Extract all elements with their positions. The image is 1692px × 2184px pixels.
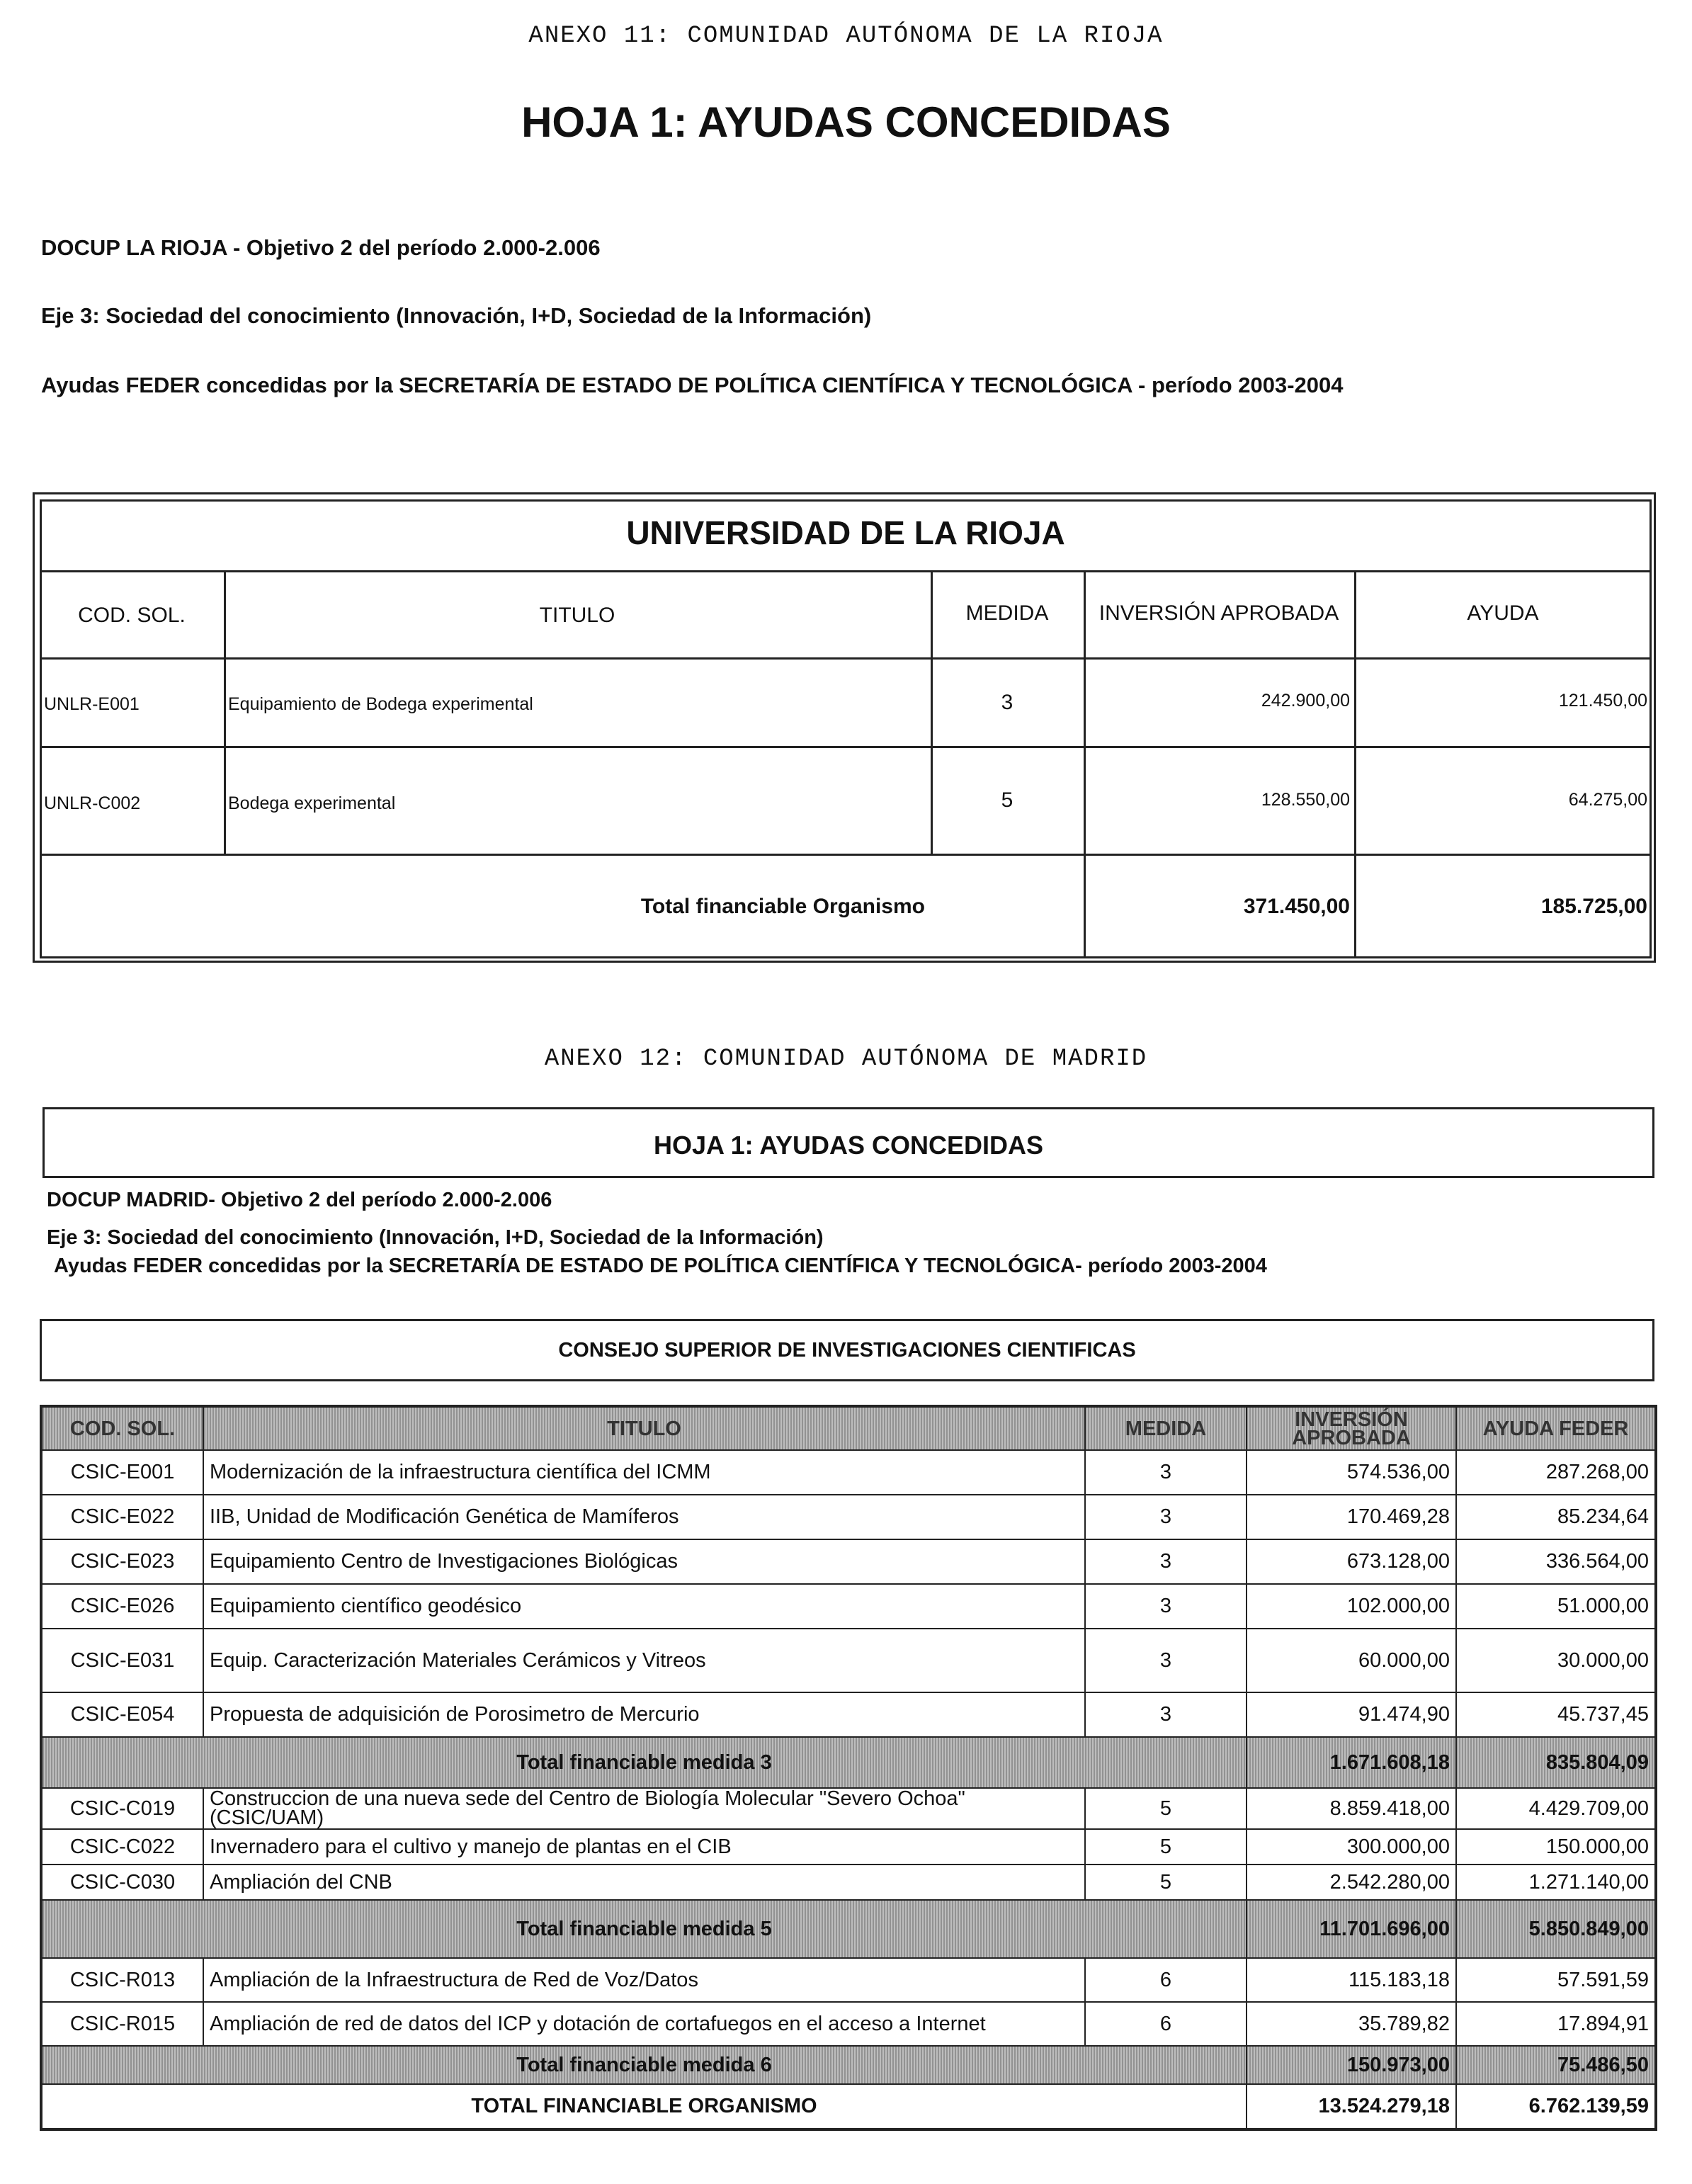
cell-inversion: 102.000,00 <box>1247 1584 1456 1629</box>
cell-medida: 3 <box>1085 1539 1247 1584</box>
cell-ayuda: 17.894,91 <box>1456 2002 1656 2046</box>
t1-row1-inversion: 242.900,00 <box>1261 691 1350 711</box>
cell-inversion: 8.859.418,00 <box>1247 1788 1456 1829</box>
subtotal-m5-inversion: 11.701.696,00 <box>1247 1900 1456 1958</box>
t1-row2-medida: 5 <box>1001 788 1014 812</box>
t1-header-titulo: TITULO <box>539 604 615 627</box>
t1-inner-border <box>40 499 1652 958</box>
cell-inversion: 673.128,00 <box>1247 1539 1456 1584</box>
annex12-sheet-title: HOJA 1: AYUDAS CONCEDIDAS <box>653 1131 1044 1160</box>
cell-titulo: Ampliación de red de datos del ICP y dotación de cortafuegos en el acceso a Internet <box>203 2002 1085 2046</box>
cell-titulo: Invernadero para el cultivo y manejo de plantas en el CIB <box>203 1829 1085 1865</box>
header-inversion: INVERSIÓN APROBADA <box>1247 1406 1456 1450</box>
cell-cod: CSIC-E026 <box>41 1584 203 1629</box>
cell-ayuda: 51.000,00 <box>1456 1584 1656 1629</box>
cell-medida: 5 <box>1085 1829 1247 1865</box>
cell-medida: 3 <box>1085 1584 1247 1629</box>
t1-row2-cod: UNLR-C002 <box>44 793 141 813</box>
subtotal-m5-label: Total financiable medida 5 <box>41 1900 1247 1958</box>
cell-inversion: 91.474,90 <box>1247 1692 1456 1737</box>
table-row <box>41 1539 1656 1584</box>
header-ayuda: AYUDA FEDER <box>1456 1406 1656 1450</box>
cell-medida: 3 <box>1085 1629 1247 1692</box>
cell-medida: 6 <box>1085 2002 1247 2046</box>
cell-titulo: Equipamiento científico geodésico <box>203 1584 1085 1629</box>
annex11-ayudas: Ayudas FEDER concedidas por la SECRETARÍA DE ESTADO DE POLÍTICA CIENTÍFICA Y TECNOLÓGICA - período 2003-2004 <box>41 373 1344 397</box>
cell-cod: CSIC-C022 <box>41 1829 203 1865</box>
cell-ayuda: 45.737,45 <box>1456 1692 1656 1737</box>
table-row <box>41 2002 1656 2046</box>
cell-titulo: Equipamiento Centro de Investigaciones Biológicas <box>203 1539 1085 1584</box>
table-row <box>41 1495 1656 1539</box>
cell-medida: 3 <box>1085 1692 1247 1737</box>
table-row <box>41 1829 1656 1865</box>
t1-header-medida: MEDIDA <box>965 601 1049 625</box>
t1-total-inversion: 371.450,00 <box>1243 895 1350 918</box>
t1-row1-ayuda: 121.450,00 <box>1558 691 1647 711</box>
t1-line <box>40 854 1652 856</box>
subtotal-m3-inversion: 1.671.608,18 <box>1247 1737 1456 1788</box>
cell-titulo: Equip. Caracterización Materiales Cerámicos y Vitreos <box>203 1629 1085 1692</box>
cell-cod: CSIC-E001 <box>41 1450 203 1495</box>
header-cod: COD. SOL. <box>41 1406 203 1450</box>
cell-medida: 3 <box>1085 1495 1247 1539</box>
organismo-title: CONSEJO SUPERIOR DE INVESTIGACIONES CIENTIFICAS <box>558 1339 1136 1362</box>
cell-ayuda: 287.268,00 <box>1456 1450 1656 1495</box>
cell-ayuda: 336.564,00 <box>1456 1539 1656 1584</box>
csic-table <box>40 1405 1657 2131</box>
t1-total-ayuda: 185.725,00 <box>1540 895 1647 918</box>
t1-header-cod: COD. SOL. <box>78 604 186 627</box>
cell-cod: CSIC-R015 <box>41 2002 203 2046</box>
annex12-ayudas: Ayudas FEDER concedidas por la SECRETARÍA DE ESTADO DE POLÍTICA CIENTÍFICA Y TECNOLÓGICA- período 2003-2004 <box>54 1255 1267 1277</box>
t1-row2-titulo: Bodega experimental <box>228 793 396 813</box>
subtotal-m6-label: Total financiable medida 6 <box>41 2046 1247 2084</box>
subtotal-row <box>41 1737 1656 1788</box>
t1-row2-ayuda: 64.275,00 <box>1568 790 1647 810</box>
subtotal-row <box>41 1900 1656 1958</box>
annex12-heading: ANEXO 12: COMUNIDAD AUTÓNOMA DE MADRID <box>544 1046 1148 1073</box>
cell-cod: CSIC-C030 <box>41 1865 203 1900</box>
table-row <box>41 1692 1656 1737</box>
cell-medida: 5 <box>1085 1865 1247 1900</box>
subtotal-m6-inversion: 150.973,00 <box>1247 2046 1456 2084</box>
subtotal-m3-ayuda: 835.804,09 <box>1456 1737 1656 1788</box>
table-row <box>41 1865 1656 1900</box>
table-header-row <box>41 1406 1656 1450</box>
t1-line <box>40 570 1652 572</box>
table-row <box>41 1584 1656 1629</box>
cell-titulo: Ampliación del CNB <box>203 1865 1085 1900</box>
grand-total-label: TOTAL FINANCIABLE ORGANISMO <box>41 2084 1247 2129</box>
annex11-sheet-title: HOJA 1: AYUDAS CONCEDIDAS <box>521 98 1171 146</box>
cell-inversion: 35.789,82 <box>1247 2002 1456 2046</box>
annex11-heading: ANEXO 11: COMUNIDAD AUTÓNOMA DE LA RIOJA <box>528 23 1164 50</box>
cell-ayuda: 57.591,59 <box>1456 1958 1656 2002</box>
cell-ayuda: 150.000,00 <box>1456 1829 1656 1865</box>
header-titulo: TITULO <box>203 1406 1085 1450</box>
cell-cod: CSIC-C019 <box>41 1788 203 1829</box>
table-row <box>41 1450 1656 1495</box>
t1-header-ayuda: AYUDA <box>1467 601 1539 625</box>
cell-medida: 3 <box>1085 1450 1247 1495</box>
cell-inversion: 115.183,18 <box>1247 1958 1456 2002</box>
cell-medida: 5 <box>1085 1788 1247 1829</box>
cell-titulo: Modernización de la infraestructura científica del ICMM <box>203 1450 1085 1495</box>
table-row <box>41 1958 1656 2002</box>
t1-row1-medida: 3 <box>1001 691 1014 714</box>
cell-ayuda: 4.429.709,00 <box>1456 1788 1656 1829</box>
annex12-eje: Eje 3: Sociedad del conocimiento (Innovación, I+D, Sociedad de la Información) <box>47 1226 824 1249</box>
cell-cod: CSIC-R013 <box>41 1958 203 2002</box>
t1-header-inversion: INVERSIÓN APROBADA <box>1098 601 1339 625</box>
header-medida: MEDIDA <box>1085 1406 1247 1450</box>
t1-total-label: Total financiable Organismo <box>640 895 925 918</box>
grand-total-inversion: 13.524.279,18 <box>1247 2084 1456 2129</box>
grand-total-row <box>41 2084 1656 2129</box>
cell-ayuda: 85.234,64 <box>1456 1495 1656 1539</box>
cell-inversion: 574.536,00 <box>1247 1450 1456 1495</box>
cell-titulo: Propuesta de adquisición de Porosimetro de Mercurio <box>203 1692 1085 1737</box>
t1-line <box>40 746 1652 748</box>
subtotal-m3-label: Total financiable medida 3 <box>41 1737 1247 1788</box>
table-row <box>41 1629 1656 1692</box>
cell-inversion: 300.000,00 <box>1247 1829 1456 1865</box>
t1-title: UNIVERSIDAD DE LA RIOJA <box>626 514 1065 551</box>
table-row <box>41 1788 1656 1829</box>
t1-row1-titulo: Equipamiento de Bodega experimental <box>228 694 533 714</box>
annex11-docup: DOCUP LA RIOJA - Objetivo 2 del período 2.000-2.006 <box>41 235 601 260</box>
cell-titulo: IIB, Unidad de Modificación Genética de Mamíferos <box>203 1495 1085 1539</box>
cell-titulo: Construccion de una nueva sede del Centro de Biología Molecular "Severo Ochoa" (CSIC/UAM) <box>203 1788 1085 1829</box>
annex11-eje: Eje 3: Sociedad del conocimiento (Innovación, I+D, Sociedad de la Información) <box>41 303 872 328</box>
t1-line <box>40 657 1652 660</box>
cell-cod: CSIC-E031 <box>41 1629 203 1692</box>
cell-medida: 6 <box>1085 1958 1247 2002</box>
cell-ayuda: 30.000,00 <box>1456 1629 1656 1692</box>
subtotal-row <box>41 2046 1656 2084</box>
subtotal-m5-ayuda: 5.850.849,00 <box>1456 1900 1656 1958</box>
cell-titulo: Ampliación de la Infraestructura de Red de Voz/Datos <box>203 1958 1085 2002</box>
annex12-docup: DOCUP MADRID- Objetivo 2 del período 2.000-2.006 <box>47 1189 552 1211</box>
cell-inversion: 2.542.280,00 <box>1247 1865 1456 1900</box>
subtotal-m6-ayuda: 75.486,50 <box>1456 2046 1656 2084</box>
grand-total-ayuda: 6.762.139,59 <box>1456 2084 1656 2129</box>
t1-row2-inversion: 128.550,00 <box>1261 790 1350 810</box>
cell-cod: CSIC-E023 <box>41 1539 203 1584</box>
cell-inversion: 170.469,28 <box>1247 1495 1456 1539</box>
t1-row1-cod: UNLR-E001 <box>44 694 140 714</box>
cell-cod: CSIC-E022 <box>41 1495 203 1539</box>
cell-inversion: 60.000,00 <box>1247 1629 1456 1692</box>
cell-ayuda: 1.271.140,00 <box>1456 1865 1656 1900</box>
cell-cod: CSIC-E054 <box>41 1692 203 1737</box>
